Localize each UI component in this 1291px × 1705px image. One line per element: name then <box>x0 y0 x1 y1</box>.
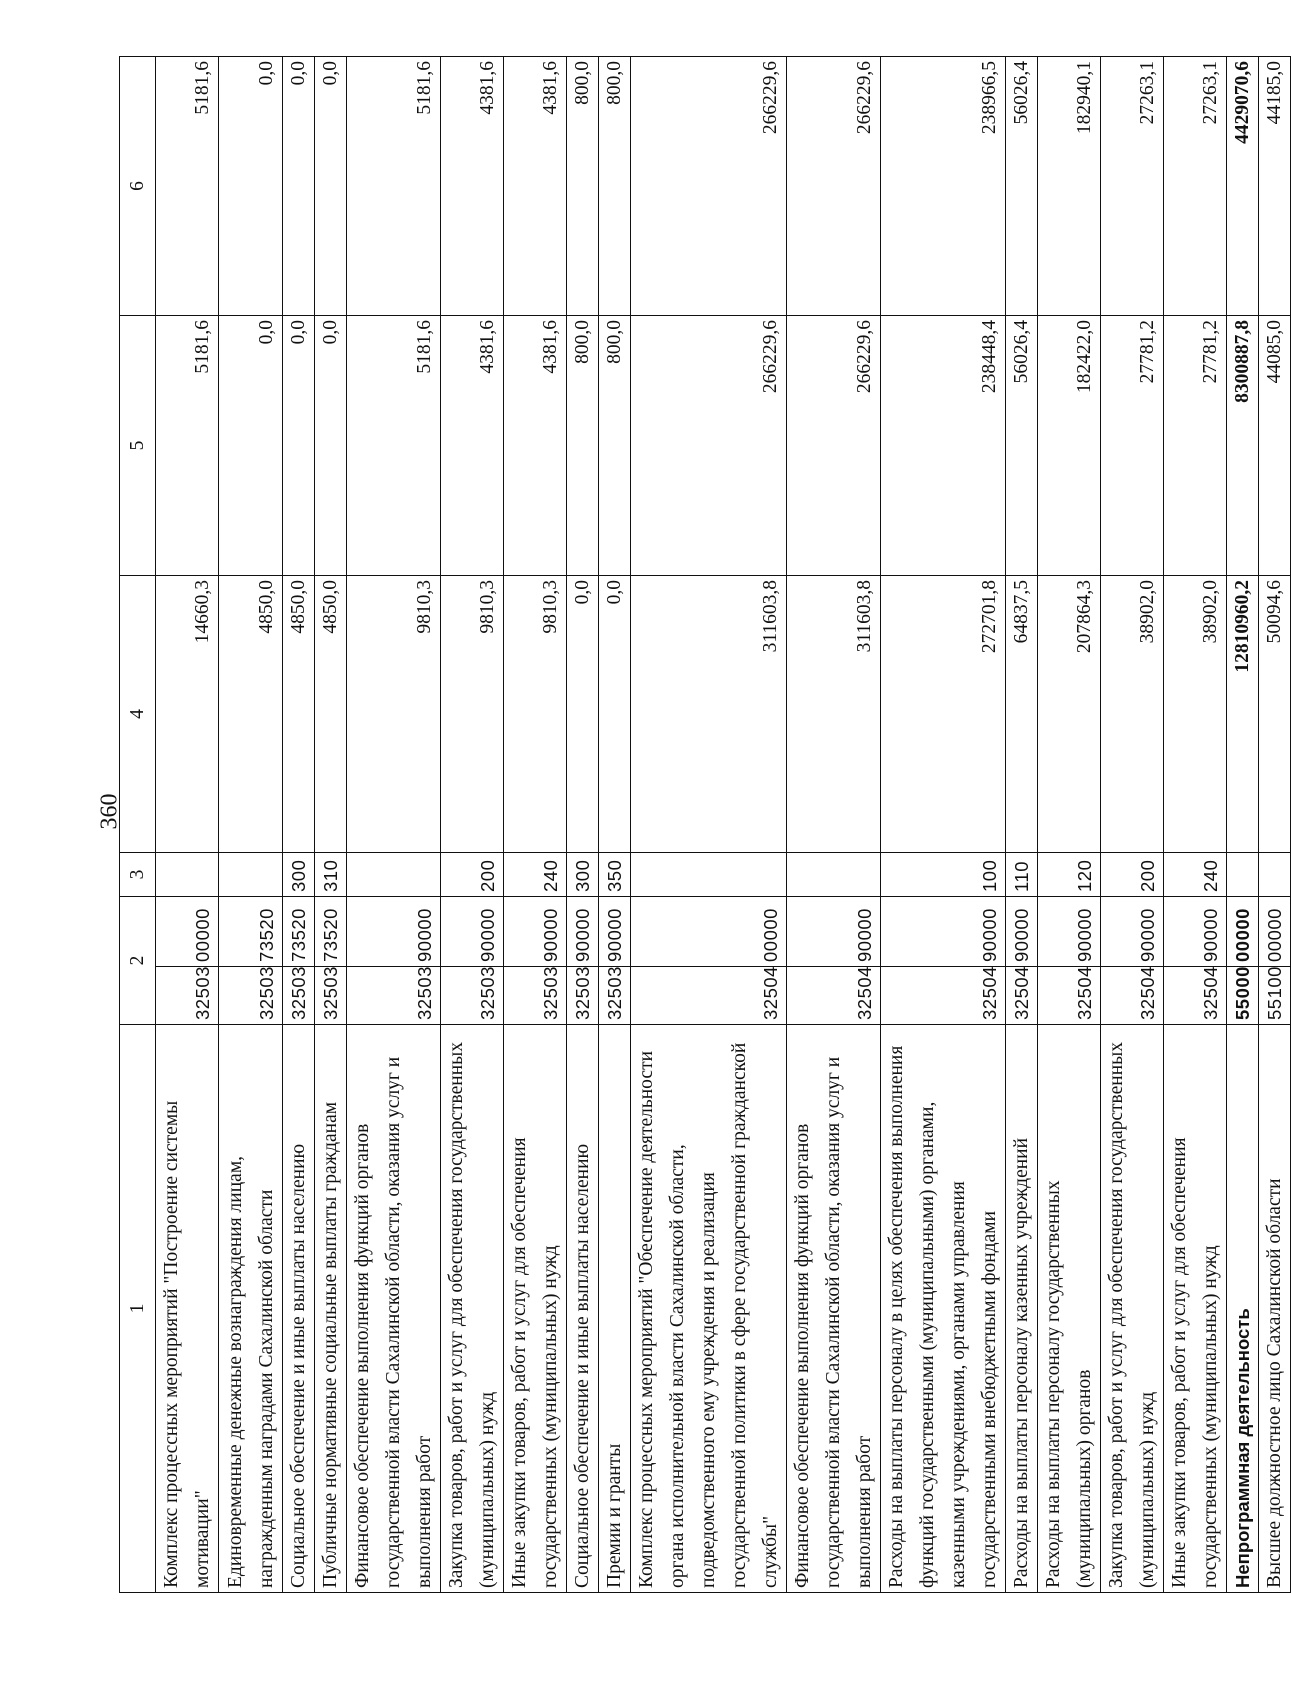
row-value-col4: 311603,8 <box>631 576 787 853</box>
row-code-a: 32504 <box>1038 967 1101 1025</box>
row-value-col6: 0,0 <box>219 57 283 316</box>
table-row <box>283 57 315 1593</box>
row-name: Расходы на выплаты персоналу казенных учреждений <box>1006 1025 1038 1593</box>
row-expense-type: 300 <box>283 853 315 897</box>
row-name: Социальное обеспечение и иные выплаты населению <box>283 1025 315 1593</box>
table-row <box>1164 57 1227 1593</box>
row-code-a: 32504 <box>1006 967 1038 1025</box>
row-value-col5: 238448,4 <box>881 316 1006 576</box>
table-row <box>219 57 283 1593</box>
row-value-col6: 4429070,6 <box>1227 57 1259 316</box>
row-name: Финансовое обеспечение выполнения функций органов государственной власти Сахалинской области, оказания услуг и выполнения работ <box>347 1025 441 1593</box>
row-code-a: 32504 <box>631 967 787 1025</box>
table-row <box>881 57 1006 1593</box>
row-value-col5: 800,0 <box>599 316 631 576</box>
budget-table <box>119 56 1291 1593</box>
row-code-a: 32503 <box>567 967 599 1025</box>
row-value-col4: 14660,3 <box>156 576 219 853</box>
row-value-col4: 38902,0 <box>1101 576 1164 853</box>
row-value-col4: 64837,5 <box>1006 576 1038 853</box>
row-name: Социальное обеспечение и иные выплаты населению <box>567 1025 599 1593</box>
row-code-a: 32504 <box>1164 967 1227 1025</box>
row-value-col6: 182940,1 <box>1038 57 1101 316</box>
row-value-col5: 44085,0 <box>1259 316 1291 576</box>
row-expense-type <box>156 853 219 897</box>
header-col-2: 2 <box>120 897 156 1025</box>
table-row <box>599 57 631 1593</box>
table-body <box>156 57 1291 1593</box>
row-name: Закупка товаров, работ и услуг для обеспечения государственных (муниципальных) нужд <box>441 1025 504 1593</box>
row-value-col4: 12810960,2 <box>1227 576 1259 853</box>
row-value-col4: 9810,3 <box>347 576 441 853</box>
row-name: Комплекс процессных мероприятий "Построение системы мотивации" <box>156 1025 219 1593</box>
table-row <box>441 57 504 1593</box>
row-code-b: 90000 <box>441 897 504 967</box>
row-code-a: 55100 <box>1259 967 1291 1025</box>
row-value-col5: 0,0 <box>219 316 283 576</box>
row-value-col4: 38902,0 <box>1164 576 1227 853</box>
row-value-col6: 27263,1 <box>1101 57 1164 316</box>
row-value-col6: 4381,6 <box>441 57 504 316</box>
row-code-b: 00000 <box>156 897 219 967</box>
row-code-a: 32503 <box>504 967 567 1025</box>
row-code-b: 00000 <box>631 897 787 967</box>
row-code-b: 73520 <box>315 897 347 967</box>
row-expense-type: 110 <box>1006 853 1038 897</box>
row-value-col6: 4381,6 <box>504 57 567 316</box>
row-value-col5: 4381,6 <box>441 316 504 576</box>
row-code-a: 32503 <box>156 967 219 1025</box>
row-name: Закупка товаров, работ и услуг для обеспечения государственных (муниципальных) нужд <box>1101 1025 1164 1593</box>
row-value-col4: 0,0 <box>599 576 631 853</box>
row-value-col6: 266229,6 <box>787 57 881 316</box>
row-name: Расходы на выплаты персоналу государственных (муниципальных) органов <box>1038 1025 1101 1593</box>
row-value-col4: 50094,6 <box>1259 576 1291 853</box>
row-name: Единовременные денежные вознаграждения лицам, награжденным наградами Сахалинской области <box>219 1025 283 1593</box>
row-expense-type: 350 <box>599 853 631 897</box>
row-value-col4: 0,0 <box>567 576 599 853</box>
row-name: Иные закупки товаров, работ и услуг для обеспечения государственных (муниципальных) нужд <box>504 1025 567 1593</box>
row-expense-type <box>219 853 283 897</box>
row-code-a: 32503 <box>315 967 347 1025</box>
row-code-b: 00000 <box>1259 897 1291 967</box>
row-value-col6: 5181,6 <box>156 57 219 316</box>
row-value-col4: 9810,3 <box>504 576 567 853</box>
header-col-4: 4 <box>120 576 156 853</box>
row-code-b: 00000 <box>1227 897 1259 967</box>
header-col-6: 6 <box>120 57 156 316</box>
row-value-col5: 182422,0 <box>1038 316 1101 576</box>
row-name: Премии и гранты <box>599 1025 631 1593</box>
row-value-col6: 800,0 <box>567 57 599 316</box>
row-expense-type: 300 <box>567 853 599 897</box>
row-expense-type: 120 <box>1038 853 1101 897</box>
row-expense-type: 200 <box>441 853 504 897</box>
row-value-col5: 4381,6 <box>504 316 567 576</box>
row-expense-type: 100 <box>881 853 1006 897</box>
row-value-col4: 207864,3 <box>1038 576 1101 853</box>
row-value-col4: 272701,8 <box>881 576 1006 853</box>
row-value-col5: 5181,6 <box>347 316 441 576</box>
row-expense-type <box>1227 853 1259 897</box>
table-row <box>347 57 441 1593</box>
header-col-5: 5 <box>120 316 156 576</box>
row-expense-type: 240 <box>504 853 567 897</box>
table-row <box>156 57 219 1593</box>
row-value-col6: 800,0 <box>599 57 631 316</box>
row-code-a: 32504 <box>787 967 881 1025</box>
row-value-col5: 27781,2 <box>1101 316 1164 576</box>
header-col-3: 3 <box>120 853 156 897</box>
table-row <box>504 57 567 1593</box>
row-code-b: 90000 <box>881 897 1006 967</box>
row-code-b: 90000 <box>787 897 881 967</box>
table-row <box>1006 57 1038 1593</box>
row-code-b: 90000 <box>504 897 567 967</box>
row-code-b: 90000 <box>567 897 599 967</box>
row-value-col6: 44185,0 <box>1259 57 1291 316</box>
row-value-col5: 5181,6 <box>156 316 219 576</box>
row-value-col5: 266229,6 <box>631 316 787 576</box>
row-code-a: 32503 <box>599 967 631 1025</box>
table-row <box>315 57 347 1593</box>
row-name: Высшее должностное лицо Сахалинской области <box>1259 1025 1291 1593</box>
row-code-b: 90000 <box>347 897 441 967</box>
table-row <box>1227 57 1259 1593</box>
row-code-a: 32503 <box>219 967 283 1025</box>
row-code-b: 90000 <box>1101 897 1164 967</box>
row-code-a: 32504 <box>881 967 1006 1025</box>
row-value-col5: 0,0 <box>315 316 347 576</box>
row-value-col6: 266229,6 <box>631 57 787 316</box>
row-code-a: 32504 <box>1101 967 1164 1025</box>
row-value-col4: 4850,0 <box>219 576 283 853</box>
row-name: Иные закупки товаров, работ и услуг для обеспечения государственных (муниципальных) нужд <box>1164 1025 1227 1593</box>
row-name: Непрограммная деятельность <box>1227 1025 1259 1593</box>
row-expense-type: 240 <box>1164 853 1227 897</box>
rotated-budget-table-container <box>119 57 1285 1593</box>
row-expense-type <box>787 853 881 897</box>
table-row <box>1101 57 1164 1593</box>
table-row <box>1259 57 1291 1593</box>
row-value-col5: 56026,4 <box>1006 316 1038 576</box>
row-code-b: 90000 <box>1006 897 1038 967</box>
row-value-col4: 4850,0 <box>283 576 315 853</box>
row-value-col6: 56026,4 <box>1006 57 1038 316</box>
row-code-b: 73520 <box>219 897 283 967</box>
header-row <box>120 57 156 1593</box>
row-expense-type: 310 <box>315 853 347 897</box>
row-code-b: 90000 <box>1164 897 1227 967</box>
row-code-b: 90000 <box>599 897 631 967</box>
row-expense-type: 200 <box>1101 853 1164 897</box>
row-expense-type <box>347 853 441 897</box>
row-name: Расходы на выплаты персоналу в целях обеспечения выполнения функций государственными (муниципальными) органами, казенными учреждениями, органами управления государственными внебюджетными фондами <box>881 1025 1006 1593</box>
table-row <box>631 57 787 1593</box>
table-row <box>787 57 881 1593</box>
row-value-col4: 311603,8 <box>787 576 881 853</box>
row-name: Комплекс процессных мероприятий "Обеспечение деятельности органа исполнительной власти Сахалинской области, подведомственного ему учреждения и реализация государственной политики в сфере государственной гражданской службы" <box>631 1025 787 1593</box>
row-code-a: 32503 <box>347 967 441 1025</box>
row-value-col4: 4850,0 <box>315 576 347 853</box>
row-code-a: 32503 <box>441 967 504 1025</box>
row-name: Финансовое обеспечение выполнения функций органов государственной власти Сахалинской области, оказания услуг и выполнения работ <box>787 1025 881 1593</box>
row-value-col4: 9810,3 <box>441 576 504 853</box>
row-code-a: 32503 <box>283 967 315 1025</box>
row-value-col5: 266229,6 <box>787 316 881 576</box>
row-value-col5: 27781,2 <box>1164 316 1227 576</box>
row-code-b: 90000 <box>1038 897 1101 967</box>
row-value-col6: 238966,5 <box>881 57 1006 316</box>
row-value-col6: 0,0 <box>315 57 347 316</box>
row-expense-type <box>631 853 787 897</box>
row-value-col5: 8300887,8 <box>1227 316 1259 576</box>
row-expense-type <box>1259 853 1291 897</box>
row-name: Публичные нормативные социальные выплаты гражданам <box>315 1025 347 1593</box>
row-code-b: 73520 <box>283 897 315 967</box>
table-row <box>1038 57 1101 1593</box>
row-value-col5: 0,0 <box>283 316 315 576</box>
header-col-1: 1 <box>120 1025 156 1593</box>
row-code-a: 55000 <box>1227 967 1259 1025</box>
row-value-col5: 800,0 <box>567 316 599 576</box>
row-value-col6: 5181,6 <box>347 57 441 316</box>
row-value-col6: 27263,1 <box>1164 57 1227 316</box>
table-row <box>567 57 599 1593</box>
page-number: 360 <box>96 793 123 830</box>
row-value-col6: 0,0 <box>283 57 315 316</box>
